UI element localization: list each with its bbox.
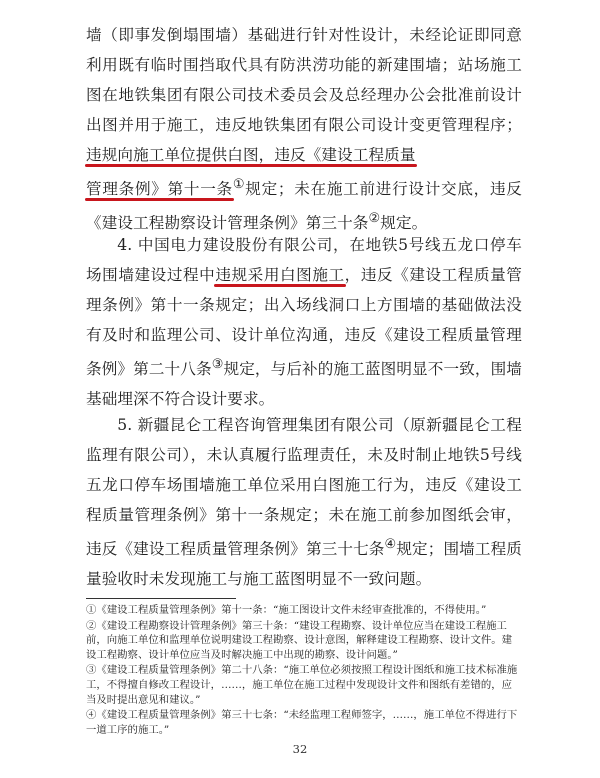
paragraph-2-text-a: 4. 中国电力建设股份有限公司，在地铁5号线五龙口停车场围墙建设过程中: [86, 236, 522, 284]
footnote-ref-4: ④: [384, 537, 397, 552]
footnote-2: ②《建设工程勘察设计管理条例》第三十条：“建设工程勘察、设计单位应当在建设工程施工前，向施工单位和监理单位说明建设工程勘察、设计意图，解释建设工程勘察、设计文件。建设工程勘察、设计单位应当及时解决施工中出现的勘察、设计问题。”: [86, 619, 513, 661]
paragraph-1-text-b: 规定；未在施工前进行设计交底，违反《建设工程勘察设计管理条例》第三十条: [86, 180, 523, 233]
paragraph-2-text-c: 规定，与后补的施工蓝图明显不一致，围墙基础埋深不符合设计要求。: [86, 360, 522, 409]
paragraph-2: [86, 230, 522, 414]
highlight-white-drawings-construction: 违规采用白图施工: [215, 266, 345, 284]
footnote-ref-3: ③: [211, 357, 224, 372]
paragraph-3: [86, 410, 522, 594]
footnote-3: ③《建设工程质量管理条例》第二十八条：“施工单位必须按照工程设计图纸和施工技术标准施工，不得擅自修改工程设计，……，施工单位在施工过程中发现设计文件和图纸有差错的，应当及时提出意见和建议。”: [86, 664, 518, 706]
footnote-ref-1: ①: [232, 177, 246, 192]
highlight-regulation-article-11: 管理条例》第十一条: [86, 180, 233, 199]
paragraph-3-text-b: 规定；围墙工程质量验收时未发现施工与施工蓝图明显不一致问题。: [86, 540, 522, 589]
paragraph-3-text-a: 5. 新疆昆仑工程咨询管理集团有限公司（原新疆昆仑工程监理有限公司），未认真履行监理责任，未及时制止地铁5号线五龙口停车场围墙施工单位采用白图施工行为，违反《建设工程质量管理条例》第十一条规定；未在施工前参加图纸会审，违反《建设工程质量管理条例》第三十七条: [86, 416, 522, 559]
footnote-ref-2: ②: [368, 211, 381, 227]
footnote-4: ④《建设工程质量管理条例》第三十七条：“未经监理工程师签字，……，施工单位不得进行下一道工序的施工。”: [86, 709, 518, 736]
footnote-1: ①《建设工程质量管理条例》第十一条：“施工图设计文件未经审查批准的，不得使用。”: [86, 604, 487, 616]
paragraph-1-text-a: 墙（即事发倒塌围墙）基础进行针对性设计，未经论证即同意利用既有临时围挡取代具有防洪涝功能的新建围墙；站场施工图在地铁集团有限公司技术委员会及总经理办公会批准前设计出图并用于施工，违反地铁集团有限公司设计变更管理程序；: [86, 26, 522, 134]
footnotes: [86, 603, 518, 738]
page-number: 32: [292, 742, 308, 756]
highlight-white-drawings-designer: 违规向施工单位提供白图，违反《建设工程质量: [86, 146, 416, 164]
paragraph-1: [86, 20, 522, 238]
footnote-divider: [86, 598, 236, 599]
paragraph-1-text-c: 规定。: [380, 214, 428, 233]
paragraph-2-text-b: ，违反《建设工程质量管理条例》第十一条规定；出入场线洞口上方围墙的基础做法没有及时和监理公司、设计单位沟通，违反《建设工程质量管理条例》第二十八条: [86, 266, 522, 379]
